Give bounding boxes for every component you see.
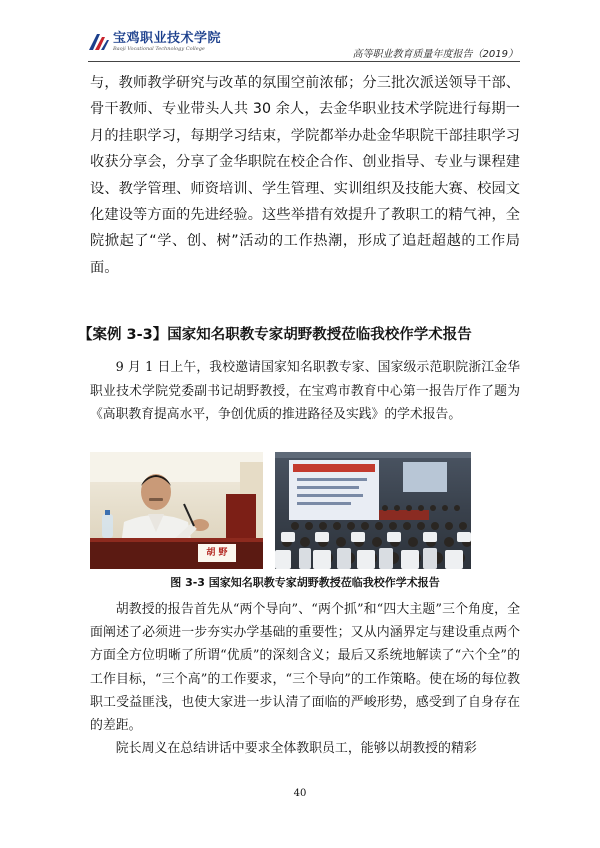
- photo-speaker-at-podium: [90, 452, 263, 569]
- paragraph-text: 胡教授的报告首先从“两个导向”、“两个抓”和“四大主题”三个角度，全面阐述了必须进一步夯实办学基础的重要性；又从内涵界定与建设重点两个方面全方位明晰了所谓“优质”的深刻含义；最后又系统地解读了“六个全”的工作目标，“三个高”的工作要求，“三个导向”的工作策略。使在场的每位教职工受益匪浅，也使大家进一步认清了面临的严峻形势，感受到了自身存在的差距。: [90, 602, 520, 734]
- page-number: 40: [293, 788, 307, 799]
- report-title: 高等职业教育质量年度报告（2019）: [352, 49, 518, 60]
- logo-name-cn: 宝鸡职业技术学院: [113, 31, 222, 46]
- speaker-nameplate: 胡 野: [206, 548, 228, 558]
- header-divider: [88, 61, 520, 62]
- photo-lecture-audience: [275, 452, 471, 569]
- page-header: [88, 32, 520, 62]
- case-heading: 【案例 3-3】国家知名职教专家胡野教授莅临我校作学术报告: [78, 327, 472, 343]
- college-logo: [88, 32, 221, 53]
- paragraph-text: 院长周义在总结讲话中要求全体教职员工，能够以胡教授的精彩: [115, 741, 477, 757]
- body-paragraph-2: [90, 356, 520, 427]
- figure-caption: 图 3-3 国家知名职教专家胡野教授莅临我校作学术报告: [170, 576, 440, 589]
- paragraph-text: 与，教师教学研究与改革的氛围空前浓郁；分三批次派送领导干部、骨干教师、专业带头人共 30 余人，去金华职业技术学院进行每期一月的挂职学习，每期学习结束，学院都举办赴金华职院干部挂职学习收获分享会，分享了金华职院在校企合作、创业指导、专业与课程建设、教学管理、师资培训、学生管理、实训组织及技能大赛、校园文化建设等方面的先进经验。这些举措有效提升了教职工的精气神，全院掀起了“学、创、树”活动的工作热潮，形成了追赶超越的工作局面。: [90, 75, 520, 276]
- logo-name-en: Baoji Vocational Technology College: [113, 46, 205, 52]
- body-paragraph-1: [90, 70, 520, 281]
- logo-emblem-icon: [88, 32, 110, 52]
- paragraph-text: 9 月 1 日上午，我校邀请国家知名职教专家、国家级示范职院浙江金华职业技术学院党委副书记胡野教授，在宝鸡市教育中心第一报告厅作了题为《高职教育提高水平，争创优质的推进路径及实践》的学术报告。: [90, 360, 520, 423]
- body-paragraph-3: [90, 598, 520, 760]
